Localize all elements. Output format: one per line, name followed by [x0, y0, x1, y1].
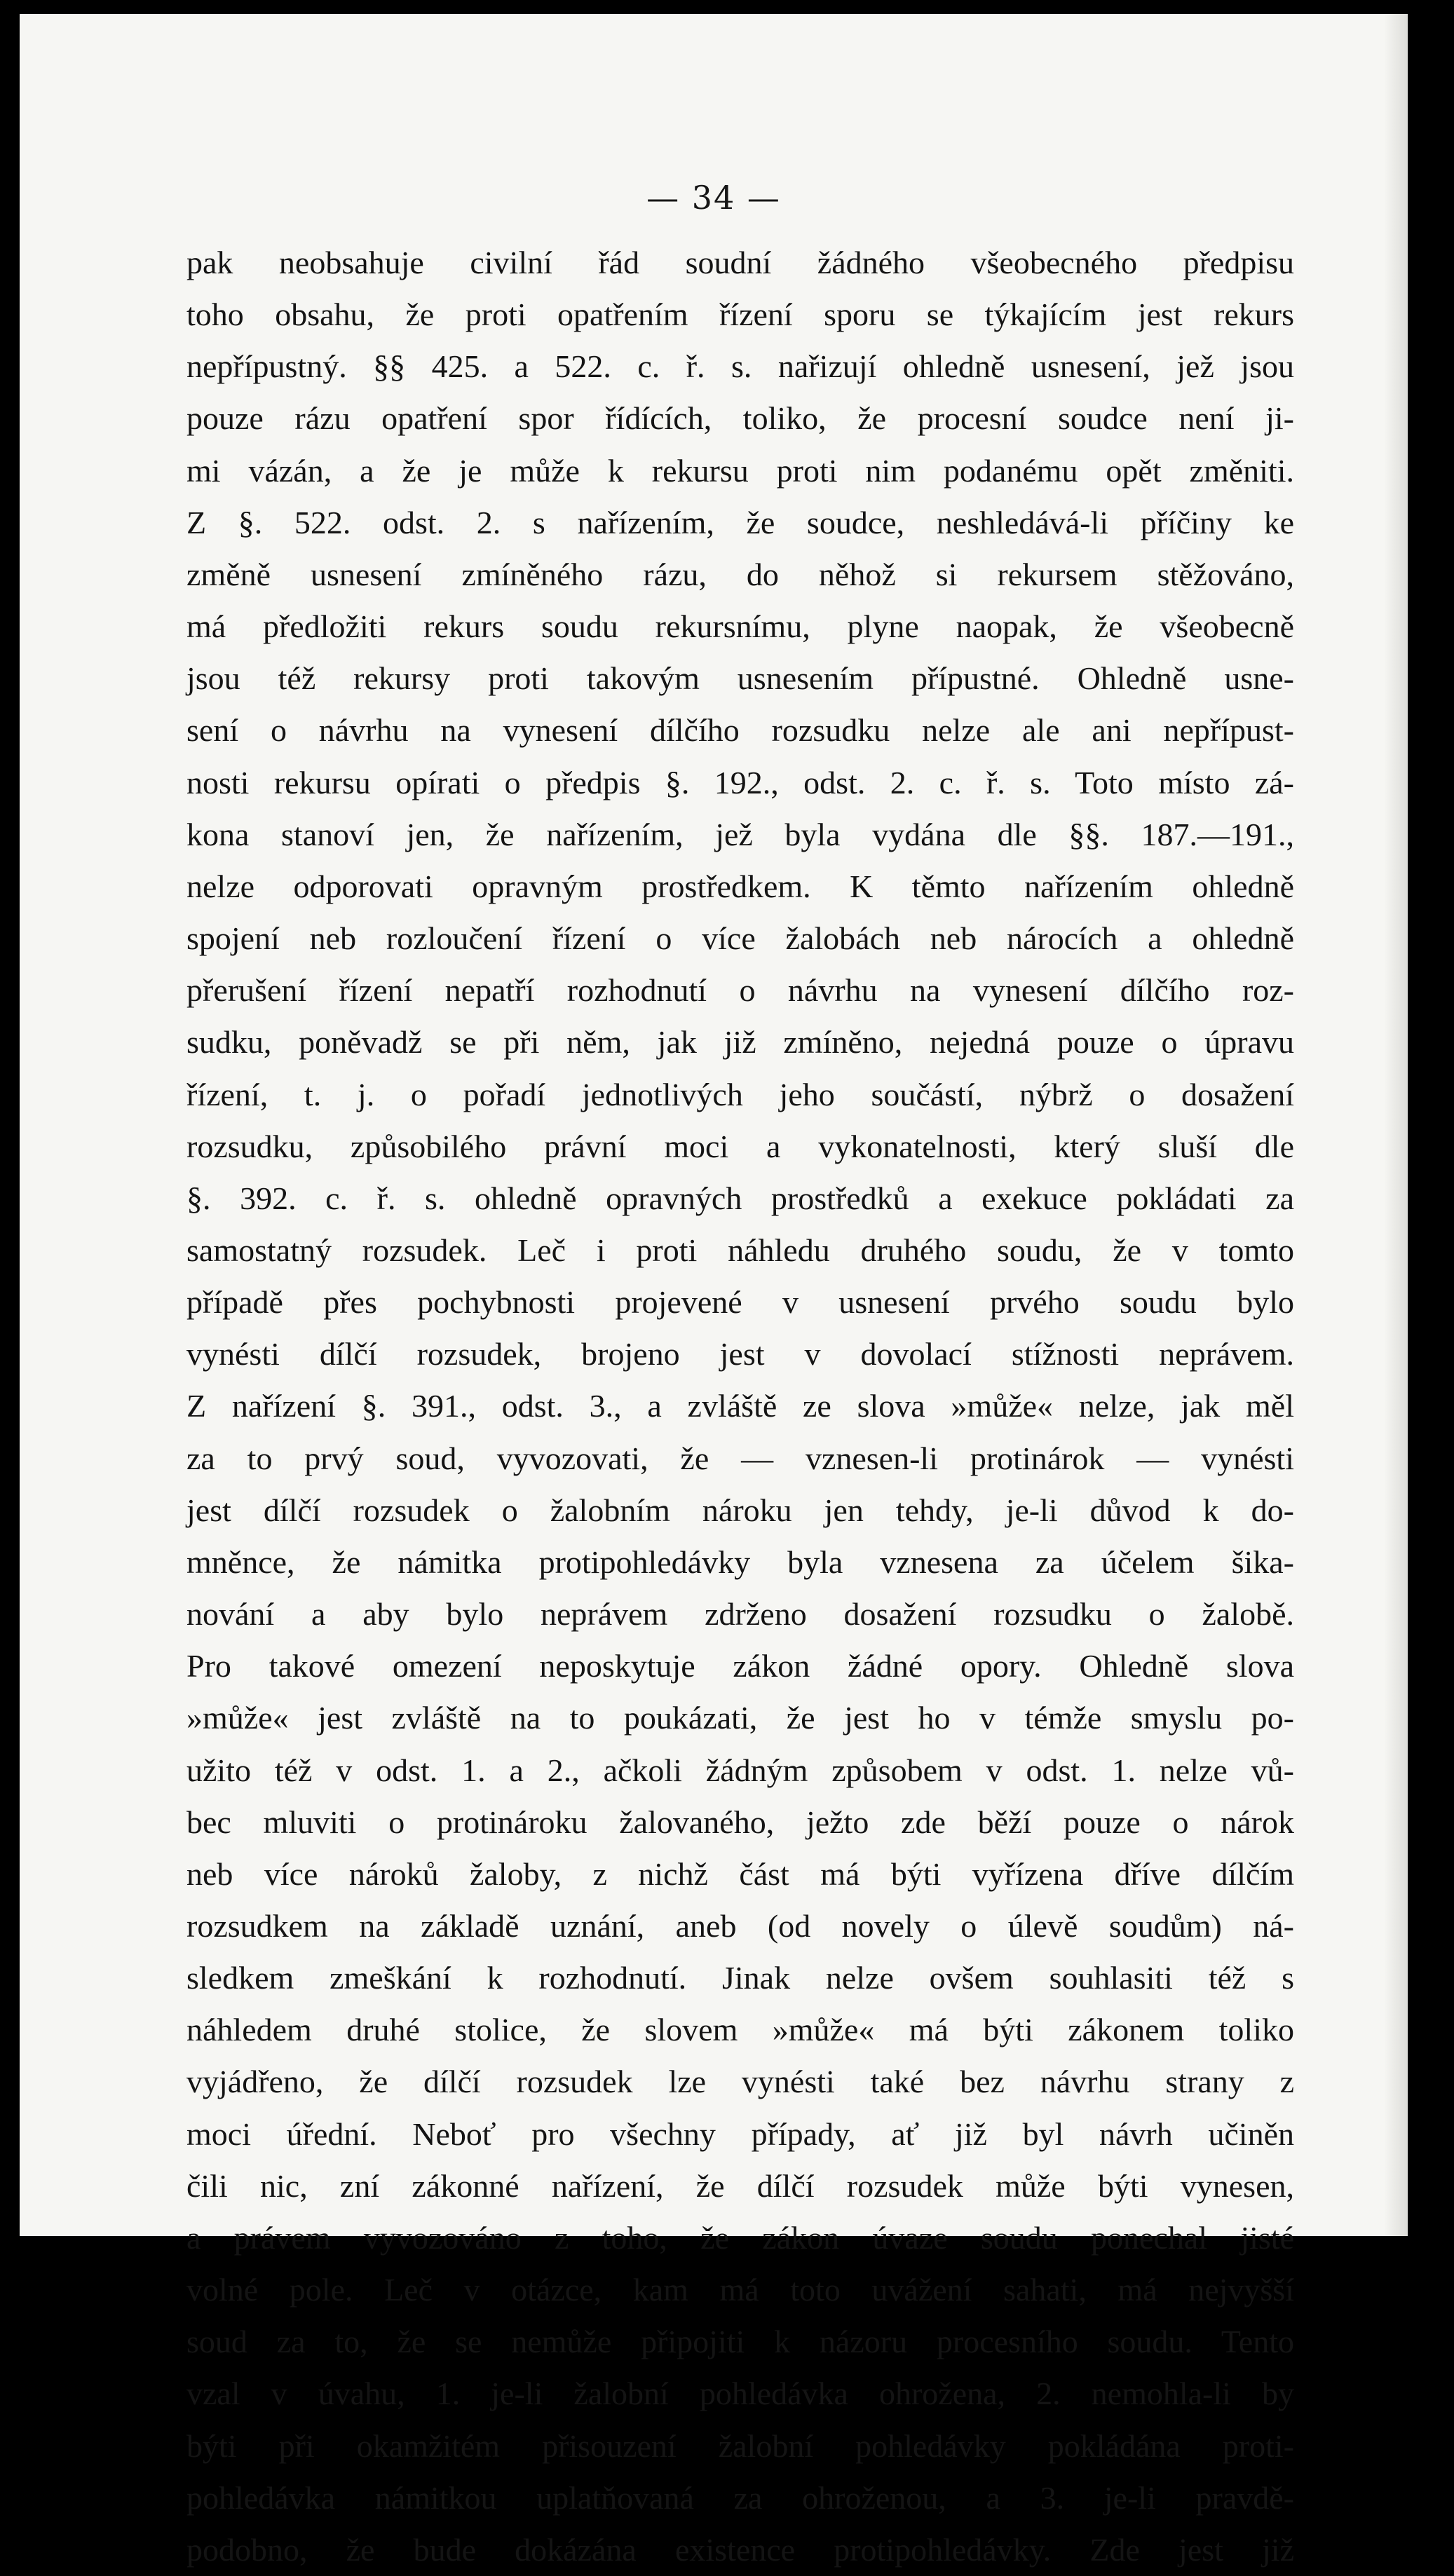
text-line: sení o návrhu na vynesení dílčího rozsudku nelze ale ani nepřípust- — [186, 712, 1294, 749]
text-line: rozsudkem na základě uznání, aneb (od novely o úlevě soudům) ná- — [186, 1908, 1294, 1944]
text-line: toho obsahu, že proti opatřením řízení sporu se týkajícím jest rekurs — [186, 297, 1294, 333]
text-line: pak neobsahuje civilní řád soudní žádného všeobecného předpisu — [186, 245, 1294, 280]
text-line: změně usnesení zmíněného rázu, do něhož si rekursem stěžováno, — [186, 556, 1294, 592]
text-line: nování a aby bylo neprávem zdrženo dosažení rozsudku o žalobě. — [186, 1596, 1294, 1633]
text-line: jsou též rekursy proti takovým usnesením přípustné. Ohledně usne- — [186, 660, 1294, 697]
text-line: »může« jest zvláště na to poukázati, že jest ho v témže smyslu po- — [186, 1700, 1294, 1736]
text-line: řízení, t. j. o pořadí jednotlivých jeho součástí, nýbrž o dosažení — [186, 1076, 1294, 1112]
text-line: má předložiti rekurs soudu rekursnímu, plyne naopak, že všeobecně — [186, 608, 1294, 645]
text-line: rozsudku, způsobilého právní moci a vykonatelnosti, který sluší dle — [186, 1128, 1294, 1164]
text-line: čili nic, zní zákonné nařízení, že dílčí rozsudek může býti vynesen, — [186, 2167, 1294, 2204]
text-line: pohledávka námitkou uplatňovaná za ohroženou, a 3. je-li pravdě- — [186, 2479, 1294, 2516]
text-line: vzal v úvahu, 1. je-li žalobní pohledávka ohrožena, 2. nemohla-li by — [186, 2376, 1294, 2412]
text-line: jest dílčí rozsudek o žalobním nároku jen tehdy, je-li důvod k do- — [186, 1492, 1294, 1528]
body-text — [186, 237, 1294, 2576]
text-line: náhledem druhé stolice, že slovem »může« má býti zákonem toliko — [186, 2012, 1294, 2048]
text-line: §. 392. c. ř. s. ohledně opravných prostředků a exekuce pokládati za — [186, 1180, 1294, 1216]
text-line: kona stanoví jen, že nařízením, jež byla vydána dle §§. 187.—191., — [186, 816, 1294, 852]
text-line: nelze odporovati opravným prostředkem. K těmto nařízením ohledně — [186, 868, 1294, 904]
text-line: sledkem zmeškání k rozhodnutí. Jinak nelze ovšem souhlasiti též s — [186, 1960, 1294, 1996]
text-line: mi vázán, a že je může k rekursu proti nim podanému opět změniti. — [186, 452, 1294, 489]
text-line: podobno, že bude dokázána existence protipohledávky. Zde jest již — [186, 2531, 1294, 2568]
text-line: přerušení řízení nepatří rozhodnutí o návrhu na vynesení dílčího roz- — [186, 972, 1294, 1009]
text-line: případě přes pochybnosti projevené v usnesení prvého soudu bylo — [186, 1284, 1294, 1321]
text-line: samostatný rozsudek. Leč i proti náhledu druhého soudu, že v tomto — [186, 1232, 1294, 1268]
text-line: bec mluviti o protinároku žalovaného, ježto zde běží pouze o nárok — [186, 1804, 1294, 1840]
text-line: volné pole. Leč v otázce, kam má toto uvážení sahati, má nejvyšší — [186, 2272, 1294, 2308]
text-line: Pro takové omezení neposkytuje zákon žádné opory. Ohledně slova — [186, 1648, 1294, 1684]
text-line: moci úřední. Neboť pro všechny případy, ať již byl návrh učiněn — [186, 2115, 1294, 2152]
text-line: Z nařízení §. 391., odst. 3., a zvláště ze slova »může« nelze, jak měl — [186, 1388, 1294, 1424]
text-line: Z §. 522. odst. 2. s nařízením, že soudce, neshledává-li příčiny ke — [186, 504, 1294, 540]
text-line: spojení neb rozloučení řízení o více žalobách neb nárocích a ohledně — [186, 920, 1294, 957]
text-line: za to prvý soud, vyvozovati, že — vznesen-li protinárok — vynésti — [186, 1440, 1294, 1476]
text-line: nosti rekursu opírati o předpis §. 192., odst. 2. c. ř. s. Toto místo zá- — [186, 764, 1294, 800]
text-line: neb více nároků žaloby, z nichž část má býti vyřízena dříve dílčím — [186, 1855, 1294, 1892]
text-line: vynésti dílčí rozsudek, brojeno jest v dovolací stížnosti neprávem. — [186, 1336, 1294, 1372]
text-line: mněnce, že námitka protipohledávky byla vznesena za účelem šika- — [186, 1543, 1294, 1580]
text-line: a právem vyvozováno z toho, že zákon úvaze soudu ponechal jisté — [186, 2219, 1294, 2256]
text-line: soud za to, že se nemůže připojiti k názoru procesního soudu. Tento — [186, 2324, 1294, 2360]
page-number: — 34 — — [646, 179, 781, 217]
book-page — [20, 14, 1408, 2568]
text-line: užito též v odst. 1. a 2., ačkoli žádným způsobem v odst. 1. nelze vů- — [186, 1752, 1294, 1788]
text-line: nepřípustný. §§ 425. a 522. c. ř. s. nařizují ohledně usnesení, jež jsou — [186, 348, 1294, 385]
text-line: pouze rázu opatření spor řídících, toliko, že procesní soudce není ji- — [186, 400, 1294, 437]
text-line: vyjádřeno, že dílčí rozsudek lze vynésti také bez návrhu strany z — [186, 2064, 1294, 2100]
text-line: sudku, poněvadž se při něm, jak již zmíněno, nejedná pouze o úpravu — [186, 1024, 1294, 1061]
page-edge-shadow — [1384, 14, 1408, 2236]
text-line: býti při okamžitém přisouzení žalobní pohledávky pokládána proti- — [186, 2427, 1294, 2464]
